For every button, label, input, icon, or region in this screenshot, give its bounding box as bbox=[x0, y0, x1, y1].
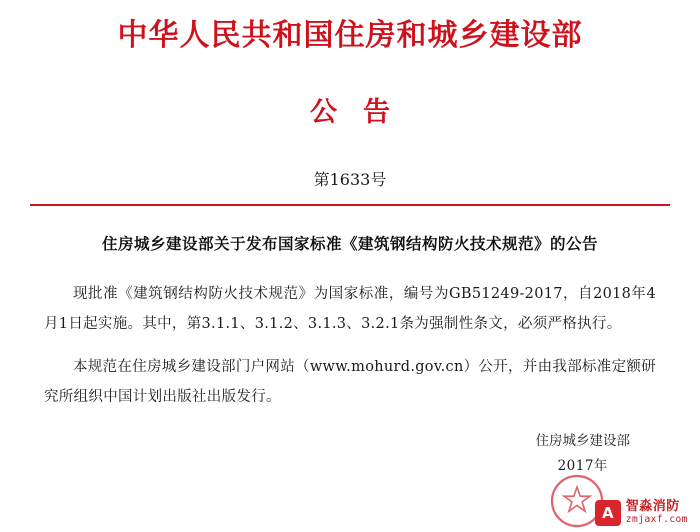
document-number: 第1633号 bbox=[313, 170, 387, 189]
watermark-logo-icon: A bbox=[595, 500, 621, 526]
watermark-sub-text: zmjaxf.com bbox=[625, 514, 688, 525]
signature-organization: 住房城乡建设部 bbox=[535, 432, 630, 449]
body-paragraph: 本规范在住房城乡建设部门户网站（www.mohurd.gov.cn）公开，并由我部标准定额研究所组织中国计划出版社出版发行。 bbox=[44, 359, 656, 406]
watermark-main-text: 智淼消防 bbox=[625, 499, 680, 515]
ministry-masthead: 中华人民共和国住房和城乡建设部 bbox=[117, 18, 583, 53]
site-watermark bbox=[595, 500, 688, 526]
announcement-subject: 住房城乡建设部关于发布国家标准《建筑钢结构防火技术规范》的公告 bbox=[101, 234, 598, 253]
body-paragraph: 现批准《建筑钢结构防火技术规范》为国家标准，编号为GB51249-2017，自2018年4月1日起实施。其中，第3.1.1、3.1.2、3.1.3、3.2.1条为强制性条文，必须严格执行。 bbox=[44, 286, 656, 332]
signature-block bbox=[536, 429, 631, 480]
watermark-text bbox=[626, 500, 688, 526]
signature-date: 2017年 bbox=[557, 458, 608, 475]
document-body bbox=[30, 254, 670, 413]
announcement-title: 公告 bbox=[310, 97, 416, 128]
